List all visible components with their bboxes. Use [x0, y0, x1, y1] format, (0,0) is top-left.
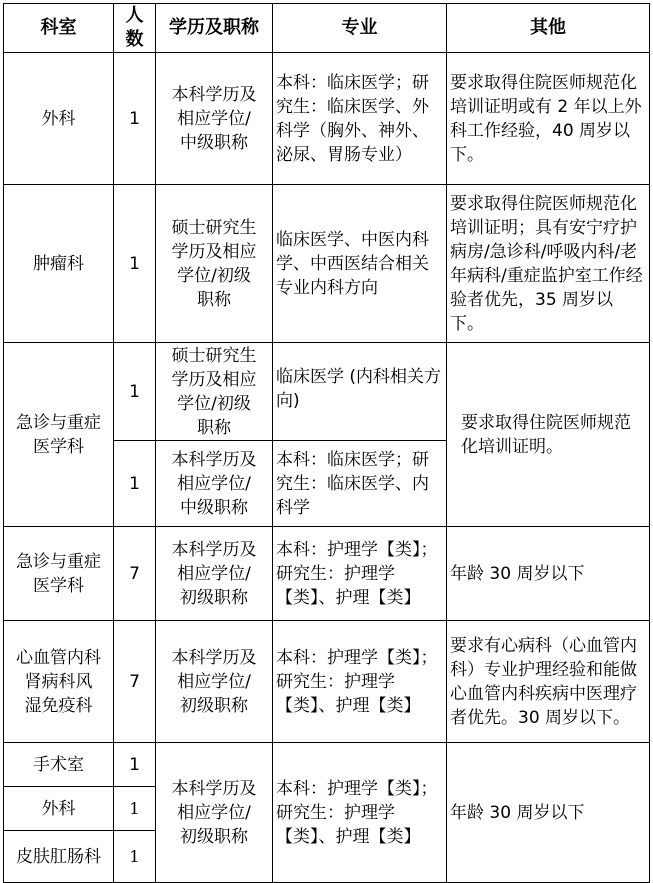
- other-cell: 要求取得住院医师规范化培训证明；具有安宁疗护病房/急诊科/呼吸内科/老年病科/重症监护室工作经验者优先，35 周岁以下。: [447, 185, 650, 343]
- dept-cell: 心血管内科 肾病科风 湿免疫科: [4, 621, 114, 743]
- count-cell: 1: [114, 185, 156, 343]
- header-row: [4, 4, 650, 53]
- header-count: 人 数: [114, 4, 156, 53]
- recruitment-table: [3, 3, 650, 883]
- header-qualification: 学历及职称: [156, 4, 273, 53]
- dept-cell: 皮肤肛肠科: [4, 831, 114, 883]
- qualification-cell: 本科学历及 相应学位/ 初级职称: [156, 621, 273, 743]
- count-cell: 1: [114, 53, 156, 185]
- other-cell: 年龄 30 周岁以下: [447, 743, 650, 883]
- other-cell: 要求有心病科（心血管内科）专业护理经验和能做心血管内科疾病中医理疗者优先。30 周岁以下。: [447, 621, 650, 743]
- header-other: 其他: [447, 4, 650, 53]
- major-cell: 本科：护理学【类】；研究生：护理学【类】、护理【类】: [273, 621, 447, 743]
- other-cell: 要求取得住院医师规范化培训证明。: [447, 343, 650, 527]
- dept-cell: 肿瘤科: [4, 185, 114, 343]
- table-row: [4, 621, 650, 743]
- other-cell: 年龄 30 周岁以下: [447, 527, 650, 621]
- major-cell: 本科：护理学【类】；研究生：护理学【类】、护理【类】: [273, 743, 447, 883]
- major-cell: 本科：护理学【类】；研究生：护理学【类】、护理【类】: [273, 527, 447, 621]
- qualification-cell: 硕士研究生 学历及相应 学位/初级 职称: [156, 185, 273, 343]
- major-cell: 本科：临床医学；研究生：临床医学、外科学（胸外、神外、泌尿、胃肠专业）: [273, 53, 447, 185]
- header-major: 专业: [273, 4, 447, 53]
- dept-cell: 外科: [4, 787, 114, 831]
- major-cell: 本科：临床医学；研究生：临床医学、内科学: [273, 441, 447, 527]
- table-row: [4, 185, 650, 343]
- table-row: [4, 743, 650, 787]
- table-row: [4, 527, 650, 621]
- count-cell: 1: [114, 787, 156, 831]
- other-cell: 要求取得住院医师规范化培训证明或有 2 年以上外科工作经验，40 周岁以下。: [447, 53, 650, 185]
- major-cell: 临床医学、中医内科学、中西医结合相关专业内科方向: [273, 185, 447, 343]
- header-dept: 科室: [4, 4, 114, 53]
- dept-cell: 手术室: [4, 743, 114, 787]
- dept-cell: 急诊与重症 医学科: [4, 343, 114, 527]
- count-cell: 1: [114, 441, 156, 527]
- table-row: [4, 343, 650, 441]
- qualification-cell: 本科学历及 相应学位/ 中级职称: [156, 441, 273, 527]
- count-cell: 1: [114, 343, 156, 441]
- count-cell: 7: [114, 621, 156, 743]
- count-cell: 7: [114, 527, 156, 621]
- qualification-cell: 本科学历及 相应学位/ 初级职称: [156, 743, 273, 883]
- dept-cell: 急诊与重症 医学科: [4, 527, 114, 621]
- dept-cell: 外科: [4, 53, 114, 185]
- qualification-cell: 本科学历及 相应学位/ 中级职称: [156, 53, 273, 185]
- qualification-cell: 硕士研究生 学历及相应 学位/初级 职称: [156, 343, 273, 441]
- count-cell: 1: [114, 831, 156, 883]
- table-row: [4, 53, 650, 185]
- major-cell: 临床医学 (内科相关方向): [273, 343, 447, 441]
- qualification-cell: 本科学历及 相应学位/ 初级职称: [156, 527, 273, 621]
- count-cell: 1: [114, 743, 156, 787]
